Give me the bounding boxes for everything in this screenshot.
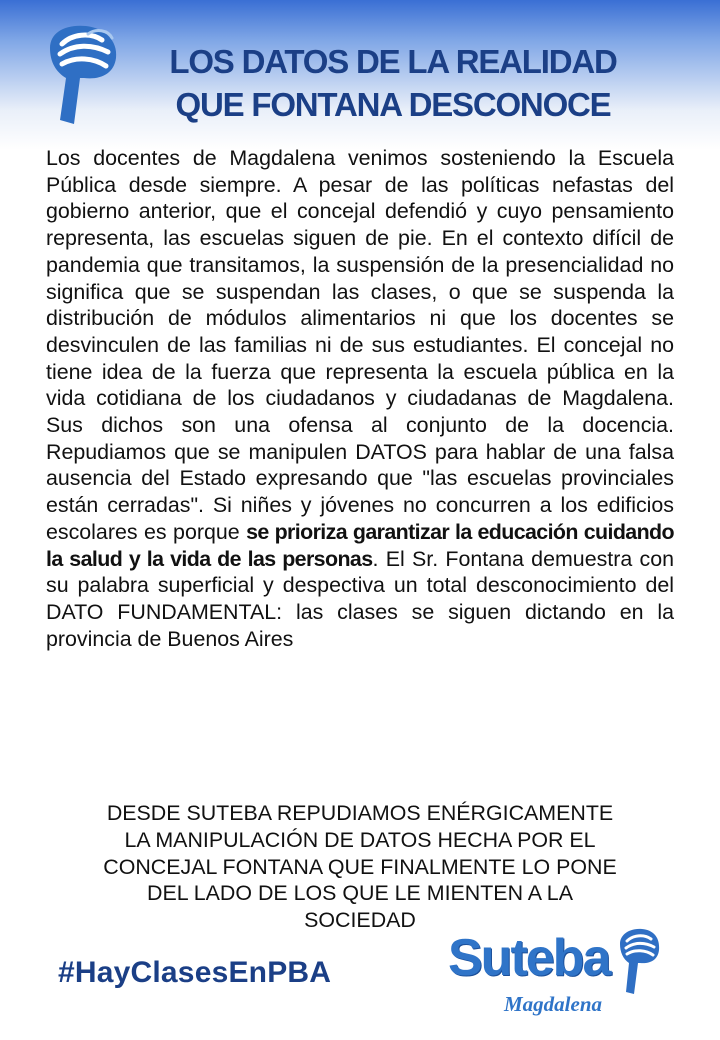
paragraph-emphasis: se prioriza garantizar la educación cuidando la salud y la vida de las personas: [46, 519, 674, 571]
title-line-1: LOS DATOS DE LA REALIDAD: [169, 43, 617, 80]
suteba-brand-logo: [448, 926, 670, 1026]
page-title: [128, 40, 658, 126]
brand-name: Suteba: [448, 929, 610, 987]
closing-statement: [40, 800, 680, 934]
title-line-2: QUE FONTANA DESCONOCE: [175, 86, 611, 123]
closing-line-1: DESDE SUTEBA REPUDIAMOS ENÉRGICAMENTE: [106, 801, 614, 825]
brand-city: Magdalena: [504, 992, 603, 1016]
paragraph-part-2: . El Sr. Fontana demuestra con su palabra superficial y despectiva un total desconocimiento del DATO FUNDAMENTAL: las clases se siguen dictando en la provincia de Buenos Aires: [46, 546, 674, 651]
statement-paragraph: [46, 145, 674, 652]
closing-line-5: SOCIEDAD: [304, 908, 416, 933]
brand-hand-icon: [614, 926, 662, 996]
closing-line-4: DEL LADO DE LOS QUE LE MIENTEN A LA: [147, 881, 573, 906]
paragraph-part-1: Los docentes de Magdalena venimos sosteniendo la Escuela Pública desde siempre. A pesar de las políticas nefastas del gobierno anterior, que el concejal defendió y cuyo pensamiento representa, las escuelas siguen de pie. En el contexto difícil de pandemia que transitamos, la suspensión de la presencialidad no significa que se suspendan las clases, o que se suspenda la distribución de módulos alimentarios ni que los docentes se desvinculen de las familias ni de sus estudiantes. El concejal no tiene idea de la fuerza que representa la escuela pública en la vida cotidiana de los ciudadanos y ciudadanas de Magdalena. Sus dichos son una ofensa al conjunto de la docencia. Repudiamos que se manipulen DATOS para hablar de una falsa ausencia del Estado expresando que "las escuelas provinciales están cerradas". Si niñes y jóvenes no concurren a los edificios escolares es porque: [46, 146, 674, 544]
closing-line-2: LA MANIPULACIÓN DE DATOS HECHA POR EL: [124, 827, 596, 852]
closing-line-3: CONCEJAL FONTANA QUE FINALMENTE LO PONE: [103, 854, 617, 879]
suteba-hand-logo-icon: [40, 20, 122, 128]
hashtag: #HayClasesEnPBA: [58, 956, 332, 989]
